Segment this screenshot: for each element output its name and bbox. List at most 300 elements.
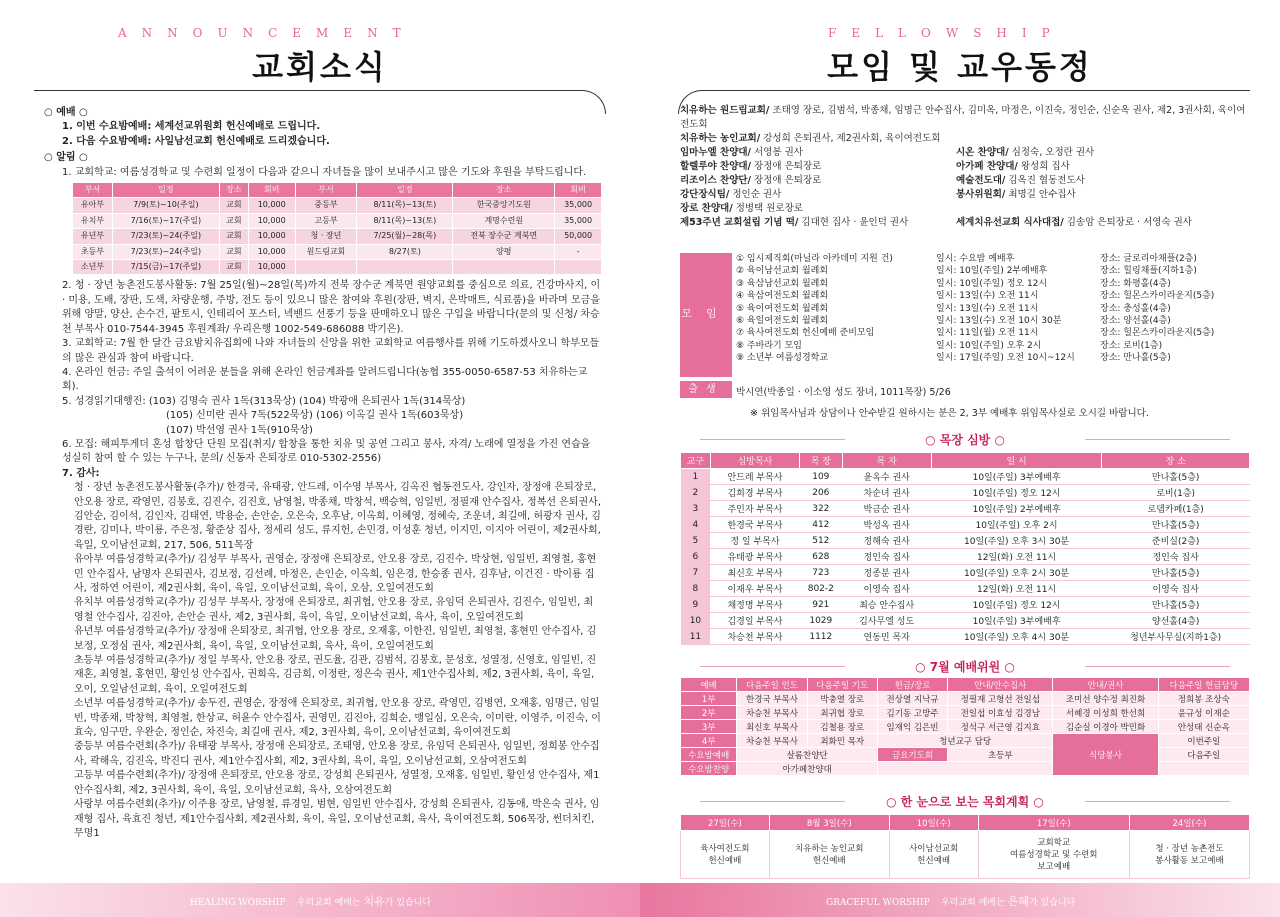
fellowship-group: 세계치유선교회 식사대접/ — [956, 217, 1064, 228]
visit-cell: 한경국 부목사 — [710, 517, 799, 533]
visit-cell: 723 — [800, 565, 842, 581]
visit-cell: 청년부사무실(지하1층) — [1102, 629, 1250, 645]
visit-row — [681, 629, 1250, 645]
meal-service-label: 식당봉사 — [1053, 734, 1158, 776]
visit-cell: 채정명 부목사 — [710, 597, 799, 613]
visit-cell: 11 — [681, 629, 711, 645]
schedule-cell: 소년부 — [73, 260, 113, 275]
committee-cell: 금요기도회 — [877, 748, 947, 762]
committee-cell: 전상열 지낙규 — [877, 692, 947, 706]
schedule-cell: 7/23(토)~24(주일) — [112, 229, 219, 244]
visit-cell: 주인자 부목사 — [710, 501, 799, 517]
visit-cell: 1112 — [800, 629, 842, 645]
fellowship-group: 아가페 찬양대/ — [956, 161, 1018, 172]
visit-cell: 김희경 부목사 — [710, 485, 799, 501]
notice-bible-reading: 5. 성경읽기대행진: (103) 김명숙 권사 1독(313묵상) (104) 박광애 은퇴권사 1독(314묵상) — [62, 395, 466, 407]
visit-cell: 이영숙 집사 — [1102, 581, 1250, 597]
visit-header: 목 장 — [800, 453, 842, 469]
birth-label: 출생 — [680, 381, 732, 398]
committee-row — [681, 692, 1250, 706]
fellowship-entry: 세계치유선교회 식사대접/ 김송암 은퇴장로 · 서영숙 권사 — [956, 217, 1192, 228]
meeting-place: 장소: 화평홀(4층) — [1100, 278, 1171, 289]
fellowship-group: 임마누엘 찬양대/ — [680, 147, 752, 158]
visit-cell: 박성옥 권사 — [842, 517, 931, 533]
meeting-row — [736, 290, 1250, 302]
committee-cell: 수요밤찬양 — [681, 762, 737, 776]
meal-service-cell: 다음주일 — [1158, 748, 1249, 762]
schedule-cell: 교회 — [219, 213, 248, 228]
worship-item: 1. 이번 수요밤예배: 세계선교위원회 헌신예배로 드립니다. — [62, 121, 321, 133]
visit-row — [681, 533, 1250, 549]
schedule-row — [73, 260, 602, 275]
schedule-cell: 35,000 — [555, 213, 602, 228]
committee-cell: 정필재 고형선 전일섭 — [948, 692, 1053, 706]
schedule-cell: 교회 — [219, 260, 248, 275]
notice-online-offering: 4. 온라인 헌금: 주일 출석이 어려운 분들을 위해 온라인 헌금계좌를 알려드립니다(농협 355-0050-6587-53 치유하는교회). — [62, 366, 588, 393]
visit-cell: 512 — [800, 533, 842, 549]
visit-cell: 차승천 부목사 — [710, 629, 799, 645]
visit-cell: 만나홀(5층) — [1102, 565, 1250, 581]
committee-cell: 2부 — [681, 706, 737, 720]
page-title: 모임 및 교우동정 — [827, 48, 1093, 86]
meeting-time: 일시: 13일(수) 오전 11시 — [936, 303, 1039, 314]
plan-line: 봉사활동 보고예배 — [1155, 855, 1224, 866]
footer-korean: 우리교회 예배는 — [941, 898, 1005, 908]
fellowship-group: 장로 찬양대/ — [680, 203, 733, 214]
visit-cell: 12일(화) 오전 11시 — [931, 549, 1102, 565]
visit-cell: 양선홀(4층) — [1102, 613, 1250, 629]
committee-cell: 수요밤예배 — [681, 748, 737, 762]
schedule-cell: 교회 — [219, 198, 248, 213]
visit-row — [681, 469, 1250, 485]
visit-cell: 8 — [681, 581, 711, 597]
schedule-cell: 35,000 — [555, 198, 602, 213]
plan-date: 10일(수) — [889, 815, 978, 831]
plan-item — [769, 831, 889, 879]
notice-choir-recruit: 6. 모집: 해피투게더 혼성 합창단 단원 모집(취지/ 합창을 통한 치유 및 공연 그리고 봉사, 자격/ 노래에 열정을 가진 연습을 성실히 참여 할 수 있는 누구나, 문의/ 신동자 은퇴장로 010-5302-2556) — [62, 438, 591, 465]
schedule-cell: 8/11(목)~13(토) — [357, 198, 453, 213]
visit-cell: 정인숙 집사 — [842, 549, 931, 565]
committee-cell: 김순실 이경아 박민화 — [1053, 720, 1158, 734]
committee-cell: 살롬찬양단 — [737, 748, 878, 762]
plan-line: 보고예배 — [1037, 861, 1071, 872]
visit-cell: 4 — [681, 517, 711, 533]
bible-reading-line: (107) 박선영 권사 1독(910묵상) — [166, 424, 313, 436]
plan-item — [889, 831, 978, 879]
schedule-row — [73, 198, 602, 213]
visit-cell: 최신호 부목사 — [710, 565, 799, 581]
visit-cell: 연동민 목자 — [842, 629, 931, 645]
committee-cell: 정희봉 조상숙 — [1158, 692, 1249, 706]
meeting-place: 장소: 힐링채플(지하1층) — [1100, 266, 1197, 277]
fellowship-page — [640, 0, 1280, 917]
announcement-eng-title: ANNOUNCEMENT — [118, 26, 416, 40]
committee-cell: 정석구 서근영 김지효 — [948, 720, 1053, 734]
school-schedule-table — [72, 182, 602, 275]
schedule-cell: 10,000 — [248, 244, 295, 259]
footer-text — [826, 893, 1075, 909]
schedule-cell: 50,000 — [555, 229, 602, 244]
fellowship-entry: 치유하는 농인교회/ 강성희 은퇴권사, 제2권사회, 육이여전도회 — [680, 133, 941, 144]
thanks-item: 유아부 여름성경학교(추가)/ 김성무 부목사, 권영순, 장정애 은퇴장로, 안오용 장로, 김진수, 박상현, 임일빈, 최영철, 홍현민 안수집사, 남명자 은퇴권사, 김보정, 김선례, 마정은, 손인순, 이옥희, 임은경, 한승종 권사, 김후남, 이건진 · 박이룡 집사, 정하연 어린이, 제2권사회, 육이, 육일, 오이남선교회, 육이, 오삼, 오일여전도회 — [74, 554, 597, 594]
schedule-cell: 원드림교회 — [295, 244, 357, 259]
plan-line: 치유하는 농인교회 — [795, 843, 864, 854]
footer-bar — [640, 883, 1280, 917]
committee-cell: 임재익 김은빈 — [877, 720, 947, 734]
schedule-cell: 유아부 — [73, 198, 113, 213]
committee-cell — [877, 762, 1053, 776]
thanks-item: 청 · 장년 농촌전도봉사활동(추가)/ 한경국, 유태광, 안드레, 이수영 부목사, 김옥진 협동전도사, 강인자, 장정애 은퇴장로, 안오용 장로, 곽영민, 김봉호, 김진수, 김진호, 남영철, 박종채, 박창석, 백승혁, 임일빈, 정필재 안수집사, 정복선 은퇴권사, 김안순, 김이석, 김인자, 김태연, 박용순, 손안순, 오은숙, 오후남, 이옥희, 이혜영, 정혜숙, 조운녀, 최길애, 허광자 권사, 김경란, 김미나, 박이룡, 주은정, 황준상 집사, 정세리 성도, 류지헌, 손민경, 이성훈 청년, 이지민, 이지아 어린이, 제2권사회, 육일, 오이남선교회, 217, 506, 511목장 — [74, 482, 602, 551]
schedule-header: 회비 — [555, 183, 602, 198]
meeting-row — [736, 352, 1250, 364]
thanks-item: 소년부 여름성경학교(추가)/ 송두진, 권영순, 장정애 은퇴장로, 최귀협, 안오용 장로, 곽영민, 김병연, 오재홍, 임명근, 임일빈, 박종채, 박창혁, 최영철, 한상교, 허윤수 안수집사, 권영민, 김진아, 김희순, 맹일심, 오은숙, 이미란, 이영주, 이진숙, 이효숙, 임구만, 우완순, 정인순, 차진숙, 최길애 권사, 제2, 3권사회, 육이, 오이남선교회, 육이여전도회 — [74, 698, 601, 739]
visit-cell: 만나홀(5층) — [1102, 517, 1250, 533]
schedule-cell — [453, 260, 555, 275]
committee-row — [681, 762, 1250, 776]
visit-cell: 412 — [800, 517, 842, 533]
schedule-cell: 교회 — [219, 229, 248, 244]
visit-cell: 정 일 부목사 — [710, 533, 799, 549]
meeting-time: 일시: 17일(주일) 오전 10시~12시 — [936, 353, 1075, 364]
visit-cell: 1 — [681, 469, 711, 485]
meeting-row — [736, 303, 1250, 315]
visit-cell: 윤옥수 권사 — [842, 469, 931, 485]
visit-cell: 박금순 권사 — [842, 501, 931, 517]
fellowship-group: 예술전도대/ — [956, 175, 1006, 186]
committee-cell: 안성태 신순옥 — [1158, 720, 1249, 734]
fellowship-row — [680, 104, 1250, 132]
notice-rural-mission: 2. 청 · 장년 농촌전도봉사활동: 7월 25일(월)~28일(목)까지 전북 장수군 계북면 원양교회를 중심으로 의료, 건강마사지, 이 · 미용, 도배, 장판, 도색, 차량운행, 주방, 전도 등이 있으니 많은 참여와 후원(장판, 벽지, 은박매트, 식료품)을 바라며 모금을 위해 양말, 양산, 손수건, 팥토시, 인테리어 포스터, 넥밴드 선풍기 등을 판매하오니 많은 구입을 바랍니다(문의 및 신청/ 차승천 부목사 010-7544-3945 후원계좌/ 우리은행 1002-549-686088 박기은). — [62, 280, 601, 335]
visit-cell: 10일(주일) 오후 3시 30분 — [931, 533, 1102, 549]
worship-heading: ○ 예배 ○ — [44, 107, 88, 118]
visit-row — [681, 565, 1250, 581]
visit-cell: 최승 안수집사 — [842, 597, 931, 613]
fellowship-list — [680, 104, 1250, 230]
visit-cell: 로뎀카페(1층) — [1102, 501, 1250, 517]
fellowship-entry: 치유하는 원드림교회/ 조태영 장로, 김범석, 박종채, 임명근 안수집사, 김미옥, 마정은, 이진숙, 정인순, 신순옥 권사, 제2, 3권사회, 육이여전도회 — [680, 105, 1246, 130]
meeting-name: ⑨ 소년부 여름성경학교 — [736, 353, 829, 364]
fellowship-entry: 리조이스 찬양단/ 장정애 은퇴장로 — [680, 175, 822, 186]
meeting-place: 장소: 글로리아채플(2층) — [1100, 254, 1197, 264]
visit-row — [681, 501, 1250, 517]
fellowship-entry: 장로 찬양대/ 정병택 원로장로 — [680, 203, 803, 214]
fellowship-entry: 봉사위원회/ 최명길 안수집사 — [956, 189, 1076, 200]
schedule-cell: 7/15(금)~17(주일) — [112, 260, 219, 275]
committee-header: 예배 — [681, 678, 737, 692]
visit-cell: 만나홀(5층) — [1102, 469, 1250, 485]
fellowship-group: 봉사위원회/ — [956, 189, 1006, 200]
committee-cell: 한경국 부목사 — [737, 692, 807, 706]
committee-row — [681, 734, 1250, 748]
meal-service-cell: 이번주일 — [1158, 734, 1249, 748]
visit-cell: 10일(주일) 3부예배후 — [931, 613, 1102, 629]
committee-cell: 최화민 목자 — [807, 734, 877, 748]
schedule-cell: 8/11(목)~13(토) — [357, 213, 453, 228]
committee-cell: 차승천 부목사 — [737, 706, 807, 720]
schedule-header: 장소 — [219, 183, 248, 198]
meeting-place: 장소: 양선홀(4층) — [1100, 315, 1171, 326]
committee-cell: 김철용 장로 — [807, 720, 877, 734]
fellowship-group: 할렐루야 찬양대/ — [680, 161, 752, 172]
plan-line: 사이남선교회 — [909, 843, 959, 854]
visit-row — [681, 613, 1250, 629]
meeting-name: ⑦ 육사여전도회 헌신예배 준비모임 — [736, 328, 875, 339]
plan-date: 27일(수) — [681, 815, 770, 831]
thanks-heading: 7. 감사: — [62, 467, 100, 479]
visit-cell: 김경일 부목사 — [710, 613, 799, 629]
committee-cell: 최귀협 장로 — [807, 706, 877, 720]
visit-row — [681, 517, 1250, 533]
committee-header: 다음주일 헌금담당 — [1158, 678, 1249, 692]
fellowship-row — [680, 160, 1250, 174]
committee-cell: 윤규성 이재순 — [1158, 706, 1249, 720]
visit-cell: 로비(1층) — [1102, 485, 1250, 501]
thanks-item: 유치부 여름성경학교(추가)/ 김성무 부목사, 장정애 은퇴장로, 최귀협, 안오용 장로, 유임덕 은퇴권사, 김진수, 임일빈, 최영철 안수집사, 김진아, 손안순 권사, 제2, 3권사회, 육이, 육일, 오이남선교회, 육사, 육이, 오일여전도회 — [74, 597, 594, 623]
meeting-place: 장소: 충성홀(4층) — [1100, 303, 1171, 314]
visit-cell: 6 — [681, 549, 711, 565]
visit-cell: 정종분 권사 — [842, 565, 931, 581]
plan-line: 여름성경학교 및 수련회 — [1010, 849, 1098, 860]
plan-line: 교회학교 — [1037, 837, 1071, 848]
schedule-cell: 10,000 — [248, 213, 295, 228]
plan-date: 8월 3일(수) — [769, 815, 889, 831]
meetings-label: 모임 — [680, 253, 732, 377]
visit-cell: 차순녀 권사 — [842, 485, 931, 501]
schedule-header: 장소 — [453, 183, 555, 198]
thanks-item: 사랑부 여름수련회(추가)/ 이주용 장로, 남영철, 류경일, 범현, 임일빈 안수집사, 강성희 은퇴권사, 김동애, 박은숙 권사, 임재형 집사, 육효진 청년, 제1안수집사회, 제2권사회, 육이, 육일, 오이남선교회, 육사, 육이여전도회, 506목장, 썬더치킨, 무명1 — [74, 799, 600, 839]
visit-cell: 10일(주일) 오후 4시 30분 — [931, 629, 1102, 645]
visit-cell: 10 — [681, 613, 711, 629]
committee-cell: 김기동 고방주 — [877, 706, 947, 720]
fellowship-row — [680, 132, 1250, 146]
visit-header: 심방목사 — [710, 453, 799, 469]
footer-korean-end: 가 있습니다 — [1028, 898, 1076, 908]
meeting-name: ① 임시제직회(마닐라 아카데미 지원 건) — [736, 254, 893, 264]
schedule-header: 부서 — [73, 183, 113, 198]
meeting-name: ④ 육삼여전도회 월례회 — [736, 291, 829, 302]
meeting-name: ⑧ 주바라기 모임 — [736, 340, 802, 351]
plan-line: 헌신예배 — [812, 855, 846, 866]
visit-cell: 10일(주일) 정오 12시 — [931, 485, 1102, 501]
committee-cell: 최신호 부목사 — [737, 720, 807, 734]
footer-english: HEALING WORSHIP — [190, 898, 286, 908]
footer-keyword: 은혜 — [1007, 895, 1029, 908]
worship-committee-title: ○ 7월 예배위원 ○ — [680, 658, 1250, 675]
committee-cell: 3부 — [681, 720, 737, 734]
fellowship-entry: 아가페 찬양대/ 왕성희 집사 — [956, 161, 1070, 172]
visit-cell: 만나홀(5층) — [1102, 597, 1250, 613]
schedule-cell: - — [555, 244, 602, 259]
plan-line: 청 · 장년 농촌전도 — [1155, 843, 1224, 854]
meeting-row — [736, 253, 1250, 265]
visit-cell: 10일(주일) 오후 2시 — [931, 517, 1102, 533]
visit-row — [681, 597, 1250, 613]
fellowship-group: 시온 찬양대/ — [956, 147, 1009, 158]
meeting-place: 장소: 로비(1층) — [1100, 340, 1163, 351]
meeting-row — [736, 278, 1250, 290]
schedule-cell: 7/23(토)~24(주일) — [112, 244, 219, 259]
plan-title: ○ 한 눈으로 보는 목회계획 ○ — [680, 793, 1250, 810]
visit-cell: 109 — [800, 469, 842, 485]
plan-item — [681, 831, 770, 879]
visit-cell: 이재우 부목사 — [710, 581, 799, 597]
fellowship-group: 리조이스 찬양단/ — [680, 175, 752, 186]
committee-cell: 아가페찬양대 — [737, 762, 878, 776]
footer-english: GRACEFUL WORSHIP — [826, 898, 930, 908]
schedule-header: 회비 — [248, 183, 295, 198]
committee-cell: 박충열 장로 — [807, 692, 877, 706]
meal-service-cell — [1158, 762, 1249, 776]
worship-committee-table — [680, 677, 1250, 776]
schedule-cell — [555, 260, 602, 275]
meeting-row — [736, 327, 1250, 339]
footer-keyword: 치유 — [363, 895, 385, 908]
meeting-place: 장소: 헐몬스카이라운지(5층) — [1100, 328, 1215, 339]
visit-row — [681, 485, 1250, 501]
plan-item — [978, 831, 1129, 879]
worship-item: 2. 다음 수요밤예배: 사일남선교회 헌신예배로 드리겠습니다. — [62, 135, 330, 147]
schedule-row — [73, 213, 602, 228]
thanks-list — [42, 481, 602, 841]
schedule-header: 부서 — [295, 183, 357, 198]
fellowship-entry: 임마누엘 찬양대/ 서영봉 권사 — [680, 147, 803, 158]
plan-line: 헌신예배 — [708, 855, 742, 866]
notice-school: 1. 교회학교: 여름성경학교 및 수련회 일정이 다음과 같으니 자녀들을 많이 보내주시고 많은 기도와 후원을 부탁드립니다. — [62, 166, 587, 178]
committee-header: 다음주일 기도 — [807, 678, 877, 692]
schedule-cell: 초등부 — [73, 244, 113, 259]
visit-cell: 7 — [681, 565, 711, 581]
schedule-cell: 계명수련원 — [453, 213, 555, 228]
meeting-name: ⑥ 육일여전도회 월례회 — [736, 315, 829, 326]
meeting-row — [736, 265, 1250, 277]
visit-cell: 이영숙 집사 — [842, 581, 931, 597]
visit-cell: 5 — [681, 533, 711, 549]
committee-row — [681, 748, 1250, 762]
thanks-item: 중등부 여름수련회(추가)/ 유태광 부목사, 장정애 은퇴장로, 조태영, 안오용 장로, 유임덕 은퇴권사, 임일빈, 정희봉 안수집사, 곽해옥, 김진옥, 박진디 권사, 제1안수집사회, 제2, 3권사회, 육이, 육일, 오이남선교회, 오삼여전도회 — [74, 741, 600, 767]
meeting-row — [736, 315, 1250, 327]
meeting-time: 일시: 13일(수) 오전 11시 — [936, 291, 1039, 302]
visit-header: 장 소 — [1102, 453, 1250, 469]
visit-header: 일 시 — [931, 453, 1102, 469]
committee-cell: 청년교구 담당 — [877, 734, 1053, 748]
schedule-header: 일정 — [357, 183, 453, 198]
thanks-item: 초등부 여름성경학교(추가)/ 정일 부목사, 안오용 장로, 권도율, 김관, 김범석, 김봉호, 문성호, 성열정, 신영호, 임일빈, 진재혼, 최영철, 홍현민, 황인성 안수집사, 권희옥, 김금희, 이정란, 정은숙 권사, 제1안수집사회, 제2, 3권사회, 육이, 육일, 오이, 오일남선교회, 육이, 오일여전도회 — [74, 655, 597, 695]
meeting-time: 일시: 11일(월) 오전 11시 — [936, 328, 1039, 339]
committee-header: 다음주일 인도 — [737, 678, 807, 692]
schedule-cell: 고등부 — [295, 213, 357, 228]
schedule-cell: 유년부 — [73, 229, 113, 244]
meetings-list — [736, 253, 1250, 365]
birth-text: 박시연(박종일 · 이소영 성도 장녀, 1011목장) 5/26 — [736, 387, 951, 398]
meeting-place: 장소: 만나홀(5층) — [1100, 353, 1171, 364]
notice-heading: ○ 알림 ○ — [44, 152, 88, 164]
plan-calendar — [680, 814, 1250, 879]
committee-header: 안내/안수집사 — [948, 678, 1053, 692]
schedule-cell: 전북 장수군 계북면 — [453, 229, 555, 244]
bible-reading-line: (105) 신미란 권사 7독(522묵상) (106) 이옥길 권사 1독(603묵상) — [166, 410, 464, 422]
meeting-place: 장소: 헐몬스카이라운지(5층) — [1100, 291, 1215, 302]
visit-cell: 921 — [800, 597, 842, 613]
visit-table — [680, 452, 1250, 645]
schedule-cell: 8/27(토) — [357, 244, 453, 259]
visit-cell: 628 — [800, 549, 842, 565]
schedule-cell: 교회 — [219, 244, 248, 259]
committee-cell: 서혜경 이성희 한선희 — [1053, 706, 1158, 720]
visit-cell: 김사무엘 성도 — [842, 613, 931, 629]
meeting-time: 일시: 13일(수) 오전 10시 30분 — [936, 315, 1062, 326]
thanks-item: 유년부 여름성경학교(추가)/ 장정애 은퇴장로, 최귀협, 안오용 장로, 오재홍, 이한진, 임일빈, 최영철, 홍현민 안수집사, 김보정, 오정심 권사, 제2권사회, 육이, 육일, 오이남선교회, 육사, 육이, 오일여전도회 — [74, 626, 597, 652]
schedule-header: 일정 — [112, 183, 219, 198]
committee-cell: 1부 — [681, 692, 737, 706]
schedule-cell: 7/9(토)~10(주일) — [112, 198, 219, 213]
committee-cell: 차승천 부목사 — [737, 734, 807, 748]
fellowship-group: 치유하는 원드림교회/ — [680, 105, 770, 116]
footer-korean: 우리교회 예배는 — [296, 898, 361, 908]
visit-cell: 3 — [681, 501, 711, 517]
fellowship-row — [680, 146, 1250, 160]
page-title: 교회소식 — [252, 48, 388, 86]
visit-cell: 준비실(2층) — [1102, 533, 1250, 549]
schedule-cell: 양평 — [453, 244, 555, 259]
committee-header: 헌금/장로 — [877, 678, 947, 692]
meeting-name: ③ 육삼남선교회 월례회 — [736, 278, 829, 289]
fellowship-eng-title: FELLOWSHIP — [828, 26, 1065, 40]
fellowship-row — [680, 202, 1250, 216]
visit-header: 교구 — [681, 453, 711, 469]
fellowship-entry: 할렐루야 찬양대/ 장정애 은퇴장로 — [680, 161, 822, 172]
visit-cell: 10일(주일) 2부예배후 — [931, 501, 1102, 517]
visit-header: 목 자 — [842, 453, 931, 469]
meeting-time: 일시: 10일(주일) 정오 12시 — [936, 278, 1048, 289]
meeting-name: ⑤ 육이여전도회 월례회 — [736, 303, 829, 314]
visit-title: ○ 목장 심방 ○ — [680, 431, 1250, 448]
visit-cell: 정인숙 집사 — [1102, 549, 1250, 565]
committee-cell: 4부 — [681, 734, 737, 748]
schedule-cell: 청 · 장년 — [295, 229, 357, 244]
visit-cell: 206 — [800, 485, 842, 501]
visit-cell: 2 — [681, 485, 711, 501]
plan-item — [1129, 831, 1249, 879]
visit-cell: 안드레 부목사 — [710, 469, 799, 485]
committee-header: 안내/권사 — [1053, 678, 1158, 692]
thanks-item: 고등부 여름수련회(추가)/ 장정애 은퇴장로, 안오용 장로, 강성희 은퇴권사, 성열정, 오재홍, 임일빈, 황인성 안수집사, 제1안수집사회, 제2, 3권사회, 육이, 육일, 오이남선교회, 육사, 오삼여전도회 — [74, 770, 600, 796]
committee-row — [681, 706, 1250, 720]
plan-line: 육사여전도회 — [700, 843, 750, 854]
fellowship-group: 제53주년 교회설립 기념 떡/ — [680, 217, 799, 228]
visit-row — [681, 549, 1250, 565]
committee-cell: 조미선 양수정 최진화 — [1053, 692, 1158, 706]
visit-cell: 322 — [800, 501, 842, 517]
fellowship-entry: 예술전도대/ 김옥진 협동전도사 — [956, 175, 1085, 186]
visit-row — [681, 581, 1250, 597]
footer-text — [190, 893, 431, 909]
visit-cell: 802-2 — [800, 581, 842, 597]
committee-cell: 초등부 — [948, 748, 1053, 762]
visit-cell: 정해숙 권사 — [842, 533, 931, 549]
schedule-cell: 유치부 — [73, 213, 113, 228]
footer-bar — [0, 883, 640, 917]
schedule-cell: 7/16(토)~17(주일) — [112, 213, 219, 228]
notice-church-school: 3. 교회학교: 7월 한 달간 금요밤치유집회에 나와 자녀들의 신앙을 위한 교회학교 여름행사를 위해 기도하겠사오니 학부모들의 많은 관심과 참여 바랍니다. — [62, 338, 600, 364]
fellowship-group: 강단장식팀/ — [680, 189, 730, 200]
fellowship-row — [680, 216, 1250, 230]
plan-date: 17일(수) — [978, 815, 1129, 831]
plan-line: 헌신예배 — [917, 855, 951, 866]
fellowship-entry: 강단장식팀/ 정인순 권사 — [680, 189, 782, 200]
announcement-body — [42, 106, 602, 841]
schedule-cell — [295, 260, 357, 275]
committee-cell: 전일섭 이효성 김경남 — [948, 706, 1053, 720]
